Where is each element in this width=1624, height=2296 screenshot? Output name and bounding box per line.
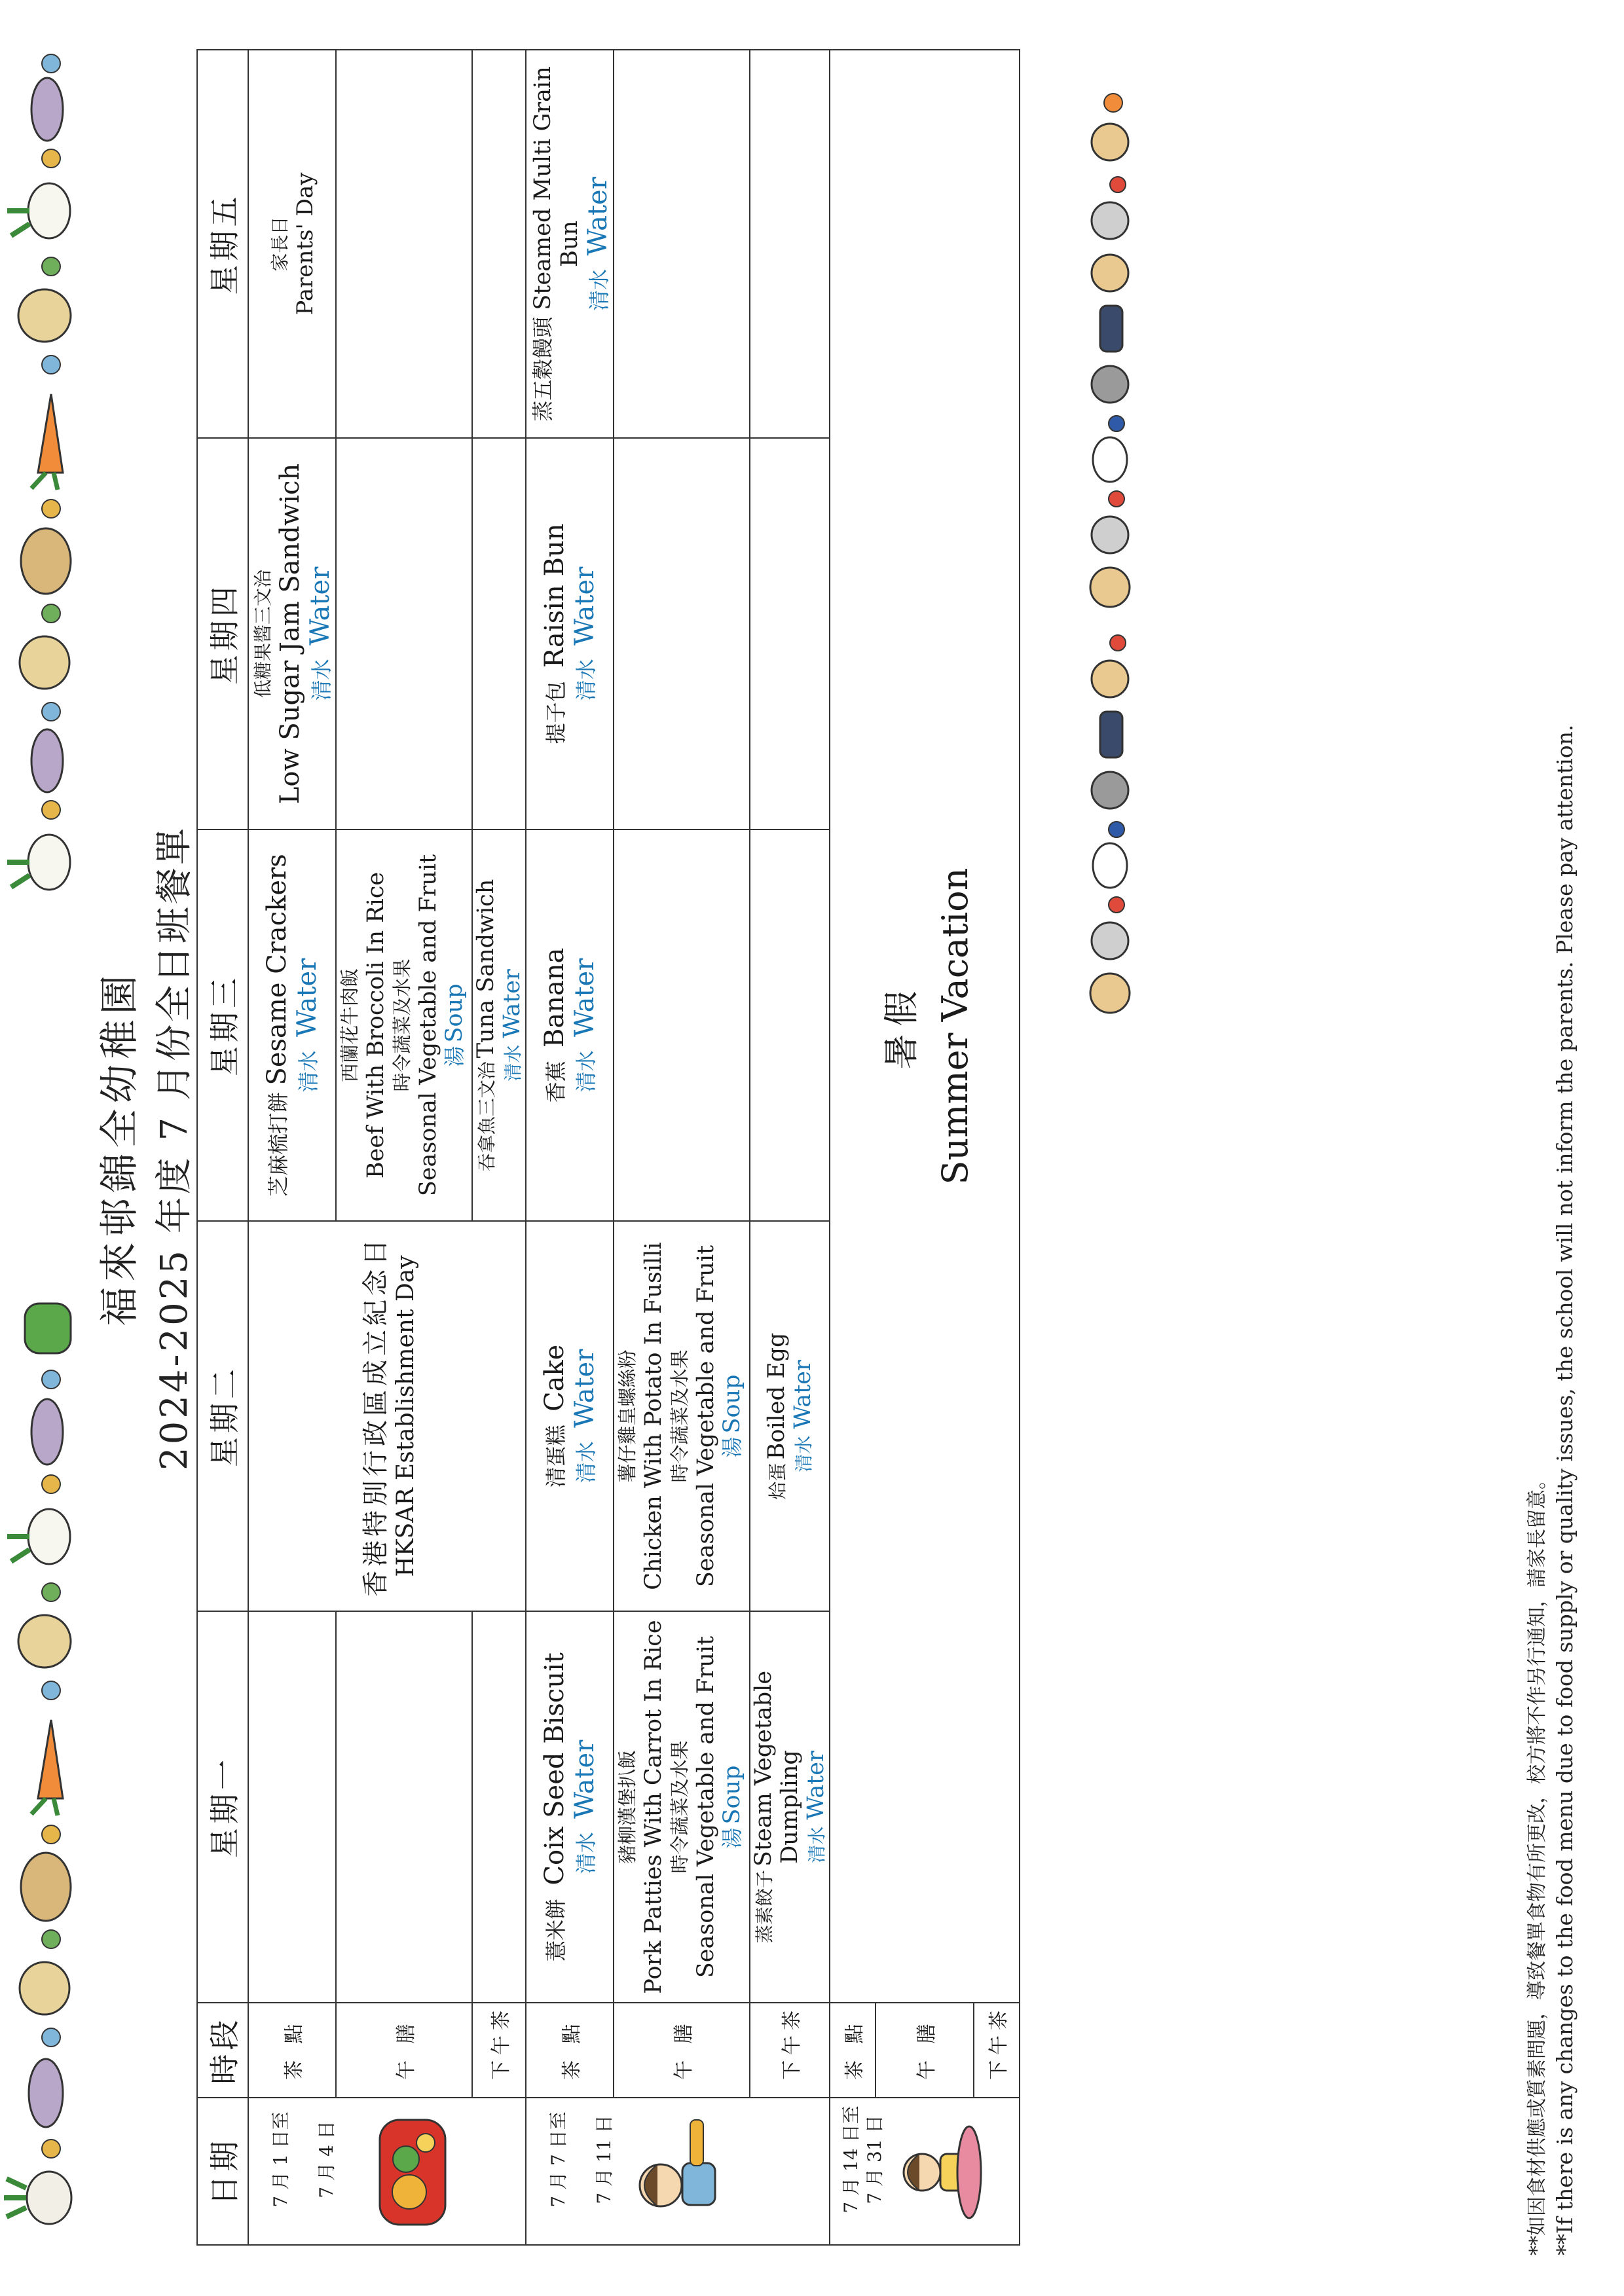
week2-mon-tea: 蒸素餃子 Steam Vegetable Dumpling 清水 Water [750,1611,830,2003]
header-fri: 星期五 [197,50,248,438]
week2-tue-tea: 烚蛋 Boiled Egg 清水 Water [750,1221,830,1611]
table-row [248,50,336,2245]
veg-potato-icon [21,528,71,594]
week1-mon-tea [472,1611,526,2003]
veg-carrot-icon [31,1720,63,1815]
bear-icon [1090,568,1130,607]
week2-tue-snack: 清蛋糕 Cake 清水 Water [526,1221,614,1611]
week1-mon-lunch [336,1611,472,2003]
week2-wed-snack: 香蕉 Banana 清水 Water [526,829,614,1221]
table-row [750,50,830,2245]
week1-dates: 7 月 1 日至 7 月 4 日 [248,2098,526,2245]
menu-table [196,49,1020,2246]
footnote-english: **If there is any changes to the food menu due to food supply or quality issues, the school will not inform the parents. Please pay attention. [1552,724,1578,2255]
week1-mon-snack [248,1611,336,2003]
week1-thu-snack: 低糖果醬三文治 Low Sugar Jam Sandwich 清水 Water [248,438,336,829]
table-row [472,50,526,2245]
raccoon-icon [1092,366,1128,403]
slot-snack: 茶 點 [830,2003,876,2098]
week2-fri-tea [750,50,830,438]
week2-mon-snack: 薏米餅 Coix Seed Biscuit 清水 Water [526,1611,614,2003]
animal-border-right [1064,70,1149,1019]
table-row [614,50,750,2245]
cat-icon [1092,202,1128,239]
summer-vacation: 暑假 Summer Vacation [830,50,1020,2003]
car-icon [1100,306,1122,352]
week1-fri-snack: 家長日 Parents' Day [248,50,336,438]
header-wed: 星期三 [197,829,248,1221]
table-header-row [197,50,248,2245]
veg-eggplant-icon [31,1399,63,1465]
table-row [336,50,472,2245]
veg-radish-icon [7,835,70,890]
week1-fri-lunch [336,50,472,438]
table-row [526,50,614,2245]
veg-carrot-icon [31,394,63,490]
vegetable-border-top [0,0,79,2296]
slot-snack: 茶 點 [248,2003,336,2098]
slot-tea: 下午茶 [974,2003,1020,2098]
week2-thu-tea [750,438,830,829]
child-eating-icon [631,2113,723,2231]
week3-dates: 7 月 14 日至 7 月 31 日 [830,2098,1020,2245]
header-mon: 星期一 [197,1611,248,2003]
car-icon [1100,712,1122,757]
header-tue: 星期二 [197,1221,248,1611]
slot-tea: 下午茶 [472,2003,526,2098]
veg-onion-icon [18,289,71,342]
week1-tue-holiday: 香港特別行政區成立紀念日 HKSAR Establishment Day [248,1221,526,1611]
week1-wed-snack: 芝麻梳打餅 Sesame Crackers 清水 Water [248,829,336,1221]
bird-icon [1093,437,1127,482]
week2-fri-lunch [614,50,750,438]
week1-thu-lunch [336,438,472,829]
slot-lunch: 午 膳 [614,2003,750,2098]
veg-turnip-icon [4,2172,71,2224]
slot-tea: 下午茶 [750,2003,830,2098]
slot-lunch: 午 膳 [876,2003,974,2098]
week2-dates: 7 月 7 日至 7 月 11 日 [526,2098,830,2245]
week2-tue-lunch: 薯仔雞皇螺絲粉 Chicken With Potato In Fusilli 時令蔬菜及水果 Seasonal Vegetable and Fruit 湯 Soup [614,1221,750,1611]
week2-wed-lunch [614,829,750,1221]
school-name: 福來邨錦全幼稚園 [97,970,143,1326]
bird-icon [1093,843,1127,888]
week1-wed-tea: 吞拿魚三文治 Tuna Sandwich 清水 Water [472,829,526,1221]
header-slot: 時段 [197,2003,248,2098]
week2-thu-lunch [614,438,750,829]
week1-thu-tea [472,438,526,829]
food-illustration-icon [367,2113,452,2231]
footnote-chinese: **如因食材供應或質素問題，導致餐單食物有所更改，校方將不作另行通知，請家長留意。 [1526,1470,1549,2255]
bear-icon [1092,124,1128,160]
menu-subtitle: 2024-2025 年度 7 月份全日班餐單 [153,826,196,1470]
week1-wed-lunch: 西蘭花牛肉飯 Beef With Broccoli In Rice 時令蔬菜及水果 Seasonal Vegetable and Fruit 湯 Soup [336,829,472,1221]
veg-eggplant-icon [29,2059,63,2127]
cat-icon [1092,517,1128,553]
veg-potato-icon [21,1853,71,1921]
bear-icon [1090,974,1130,1013]
veg-pepper-icon [25,1303,71,1353]
veg-radish-icon [7,1509,70,1564]
slot-lunch: 午 膳 [336,2003,472,2098]
header-date: 日期 [197,2098,248,2245]
week2-wed-tea [750,829,830,1221]
cat-icon [1092,922,1128,959]
veg-onion-icon [18,1615,71,1667]
veg-eggplant-icon [31,729,63,792]
week1-fri-tea [472,50,526,438]
veg-radish-icon [7,183,70,238]
raccoon-icon [1092,772,1128,809]
table-row [830,50,876,2245]
week2-fri-snack: 蒸五穀饅頭 Steamed Multi Grain Bun 清水 Water [526,50,614,438]
header-thu: 星期四 [197,438,248,829]
veg-onion-icon [20,1962,69,2014]
child-at-table-icon [896,2120,987,2225]
slot-snack: 茶 點 [526,2003,614,2098]
veg-onion-icon [20,636,69,689]
bear-icon [1092,661,1128,697]
bear-icon [1092,255,1128,291]
week2-thu-snack: 提子包 Raisin Bun 清水 Water [526,438,614,829]
week2-mon-lunch: 豬柳漢堡扒飯 Pork Patties With Carrot In Rice 時令蔬菜及水果 Seasonal Vegetable and Fruit 湯 Soup [614,1611,750,2003]
veg-eggplant-icon [31,78,63,141]
